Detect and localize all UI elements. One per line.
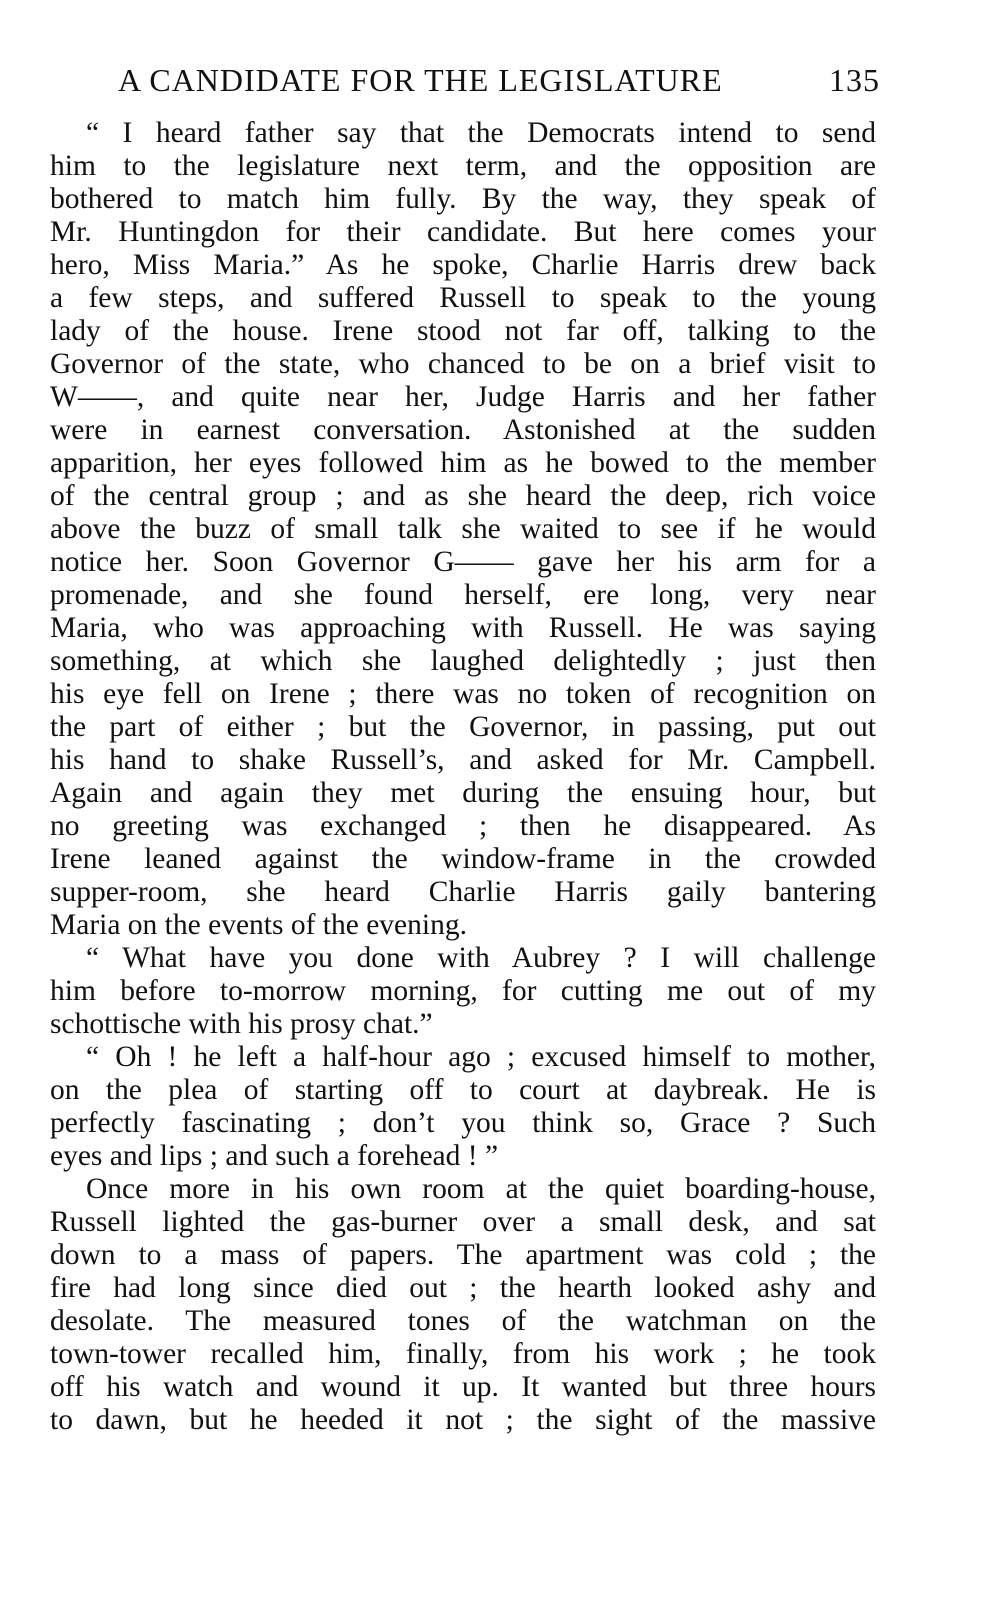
text-line: down to a mass of papers. The apartment was cold ; the — [50, 1239, 876, 1271]
text-line: lady of the house. Irene stood not far off, talking to the — [50, 315, 876, 347]
text-line: schottische with his prosy chat.” — [50, 1008, 433, 1040]
text-line: notice her. Soon Governor G—— gave her his arm for a — [50, 546, 876, 578]
text-line: eyes and lips ; and such a forehead ! ” — [50, 1140, 499, 1172]
text-line: were in earnest conversation. Astonished at the sudden — [50, 414, 876, 446]
text-line: Mr. Huntingdon for their candidate. But here comes your — [50, 216, 876, 248]
text-line: the part of either ; but the Governor, in passing, put out — [50, 711, 876, 743]
text-line: supper-room, she heard Charlie Harris gaily bantering — [50, 876, 876, 908]
text-line: fire had long since died out ; the hearth looked ashy and — [50, 1272, 876, 1304]
body-text — [50, 117, 876, 1437]
text-line: desolate. The measured tones of the watchman on the — [50, 1305, 876, 1337]
paragraph — [50, 942, 876, 1041]
text-line: him before to-morrow morning, for cutting me out of my — [50, 975, 876, 1007]
text-line: Again and again they met during the ensuing hour, but — [50, 777, 876, 809]
text-line: town-tower recalled him, finally, from his work ; he took — [50, 1338, 876, 1370]
text-line: on the plea of starting off to court at daybreak. He is — [50, 1074, 876, 1106]
page-number: 135 — [829, 62, 880, 98]
text-line: hero, Miss Maria.” As he spoke, Charlie Harris drew back — [50, 249, 876, 281]
text-line: to dawn, but he heeded it not ; the sight of the massive — [50, 1404, 876, 1436]
paragraph — [50, 1041, 876, 1173]
text-line: perfectly fascinating ; don’t you think so, Grace ? Such — [50, 1107, 876, 1139]
text-line: apparition, her eyes followed him as he bowed to the member — [50, 447, 876, 479]
text-line: something, at which she laughed delightedly ; just then — [50, 645, 876, 677]
text-line: “ What have you done with Aubrey ? I will challenge — [86, 942, 876, 974]
text-line: his hand to shake Russell’s, and asked for Mr. Campbell. — [50, 744, 876, 776]
running-head — [118, 60, 880, 100]
text-line: his eye fell on Irene ; there was no token of recognition on — [50, 678, 876, 710]
text-line: promenade, and she found herself, ere long, very near — [50, 579, 876, 611]
paragraph — [50, 117, 876, 942]
text-line: off his watch and wound it up. It wanted but three hours — [50, 1371, 876, 1403]
paragraph — [50, 1173, 876, 1437]
text-line: Irene leaned against the window-frame in the crowded — [50, 843, 876, 875]
text-line: “ I heard father say that the Democrats intend to send — [86, 117, 876, 149]
text-line: a few steps, and suffered Russell to speak to the young — [50, 282, 876, 314]
text-line: Maria, who was approaching with Russell. He was saying — [50, 612, 876, 644]
text-line: Russell lighted the gas-burner over a small desk, and sat — [50, 1206, 876, 1238]
text-line: of the central group ; and as she heard the deep, rich voice — [50, 480, 876, 512]
text-line: no greeting was exchanged ; then he disappeared. As — [50, 810, 876, 842]
text-line: W——, and quite near her, Judge Harris and her father — [50, 381, 876, 413]
text-line: bothered to match him fully. By the way, they speak of — [50, 183, 876, 215]
running-title: A CANDIDATE FOR THE LEGISLATURE — [118, 62, 723, 98]
text-line: Governor of the state, who chanced to be on a brief visit to — [50, 348, 876, 380]
text-line: him to the legislature next term, and the opposition are — [50, 150, 876, 182]
text-line: Once more in his own room at the quiet boarding-house, — [86, 1173, 876, 1205]
text-line: “ Oh ! he left a half-hour ago ; excused himself to mother, — [86, 1041, 876, 1073]
text-line: Maria on the events of the evening. — [50, 909, 467, 941]
text-line: above the buzz of small talk she waited to see if he would — [50, 513, 876, 545]
